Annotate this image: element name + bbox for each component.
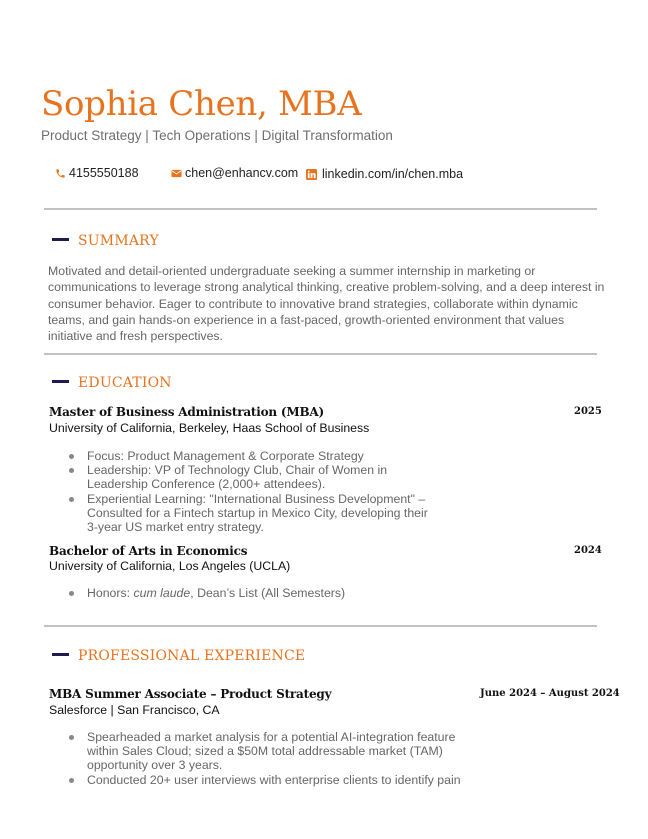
dash-icon xyxy=(52,238,69,241)
experience-role: MBA Summer Associate – Product Strategy xyxy=(49,687,332,701)
section-divider xyxy=(44,353,597,355)
list-item: Honors: cum laude, Dean’s List (All Semesters) xyxy=(67,586,467,600)
experience-dates: June 2024 – August 2024 xyxy=(480,688,620,699)
education-bullets xyxy=(67,449,442,534)
list-item: Experiential Learning: "International Business Development" – Consulted for a Fintech startup in Mexico City, developing their 3-year US market entry strategy. xyxy=(67,492,442,535)
section-divider xyxy=(44,208,597,210)
phone-text: 4155550188 xyxy=(69,166,139,180)
education-degree: Bachelor of Arts in Economics xyxy=(49,544,248,558)
education-school: University of California, Berkeley, Haas School of Business xyxy=(49,421,370,435)
phone-icon xyxy=(55,168,66,179)
contact-phone[interactable] xyxy=(55,166,139,180)
linkedin-icon xyxy=(306,169,317,180)
candidate-tagline: Product Strategy | Tech Operations | Digital Transformation xyxy=(41,128,393,143)
education-year: 2024 xyxy=(574,545,602,556)
section-divider xyxy=(44,625,597,627)
summary-text: Motivated and detail-oriented undergraduate seeking a summer internship in marketing or communications to leverage strong analytical thinking, creative problem-solving, and a deep interest in consumer behavior. Eager to contribute to innovative brand strategies, collaborate within dynamic teams, and gain hands-on experience in a fast-paced, growth-oriented environment that values initiative and fresh perspectives. xyxy=(48,264,605,344)
list-item: Conducted 20+ user interviews with enterprise clients to identify pain xyxy=(67,773,457,787)
section-title-education: EDUCATION xyxy=(52,375,172,391)
contact-email[interactable] xyxy=(171,166,298,180)
candidate-name: Sophia Chen, MBA xyxy=(41,84,362,124)
section-title-experience: PROFESSIONAL EXPERIENCE xyxy=(52,648,305,664)
contact-linkedin[interactable] xyxy=(306,167,463,181)
dash-icon xyxy=(52,653,69,656)
list-item: Leadership: VP of Technology Club, Chair of Women in Leadership Conference (2,000+ attendees). xyxy=(67,463,442,491)
dash-icon xyxy=(52,380,69,383)
education-bullets xyxy=(67,586,467,600)
section-title-summary: SUMMARY xyxy=(52,233,159,249)
education-year: 2025 xyxy=(574,406,602,417)
education-school: University of California, Los Angeles (UCLA) xyxy=(49,559,291,573)
envelope-icon xyxy=(171,168,182,179)
list-item: Focus: Product Management & Corporate Strategy xyxy=(67,449,442,463)
linkedin-text: linkedin.com/in/chen.mba xyxy=(322,167,464,181)
experience-bullets xyxy=(67,730,461,787)
experience-company: Salesforce | San Francisco, CA xyxy=(49,703,220,717)
list-item: Spearheaded a market analysis for a potential AI-integration feature within Sales Cloud; sized a $50M total addressable market (TAM) opportunity over 3 years. xyxy=(67,730,457,773)
email-text: chen@enhancv.com xyxy=(185,166,299,180)
education-degree: Master of Business Administration (MBA) xyxy=(49,405,325,419)
